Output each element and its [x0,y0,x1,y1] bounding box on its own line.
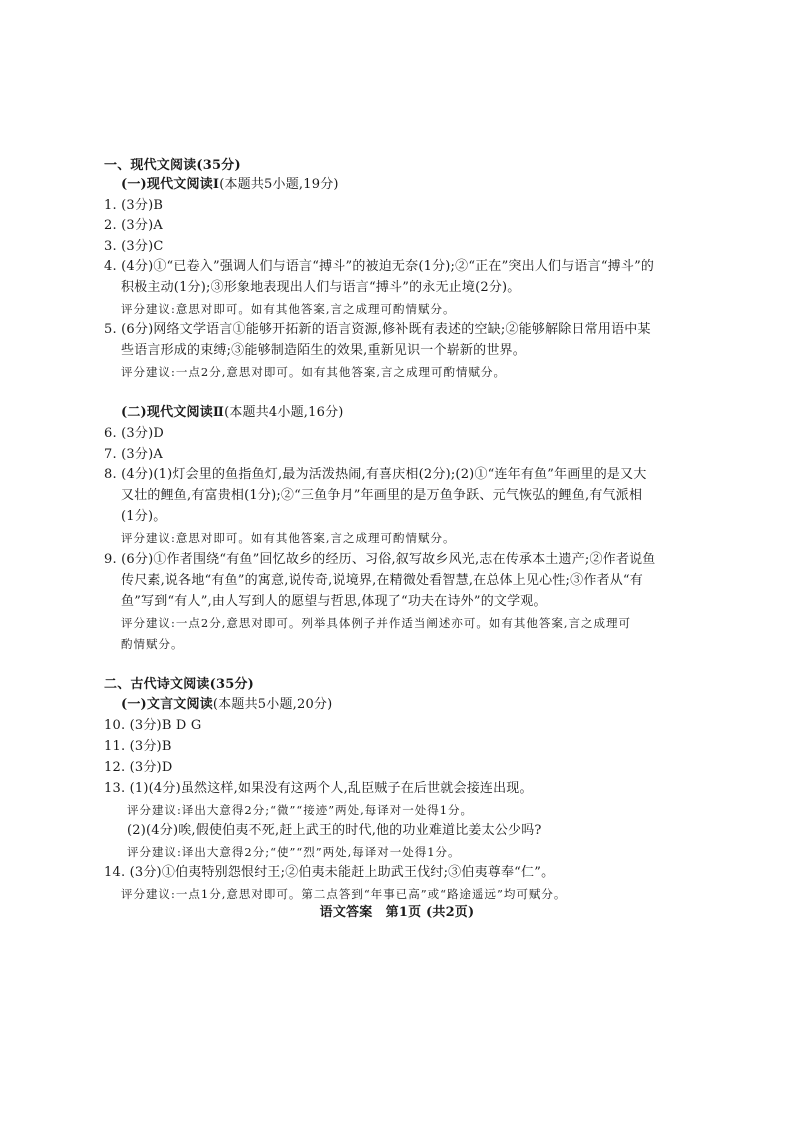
section2-heading: 二、古代诗文阅读(35分) [104,677,254,692]
answer-q9-grading-note-line1: 评分建议:一点2分,意思对即可。列举具体例子并作适当阐述亦可。如有其他答案,言之成理可 [121,616,631,630]
answer-q7: 7. (3分)A [104,447,163,462]
answer-q9-line1: 9. (6分)①作者围绕“有鱼”回忆故乡的经历、习俗,叙写故乡风光,志在传承本土遗产;②作者说鱼 [104,552,656,567]
answer-q2: 2. (3分)A [104,218,163,233]
answer-q8-line3: (1分)。 [121,509,167,524]
page-footer: 语文答案 第1页 (共2页) [319,905,475,920]
section1-sub2-heading: (二)现代文阅读Ⅱ [121,405,225,420]
section1-sub2-note: (本题共4小题,16分) [224,405,344,420]
answer-q5-grading-note: 评分建议:一点2分,意思对即可。如有其他答案,言之成理可酌情赋分。 [121,365,506,379]
section1-sub1-heading-line [121,176,339,194]
section1-sub2-heading-line [121,404,344,422]
answer-q5-line2: 些语言形成的束缚;③能够制造陌生的效果,重新见识一个崭新的世界。 [121,343,526,358]
answer-q11: 11. (3分)B [104,739,172,754]
answer-q3: 3. (3分)C [104,239,164,254]
answer-q8-grading-note: 评分建议:意思对即可。如有其他答案,言之成理可酌情赋分。 [121,531,456,545]
answer-q5-line1: 5. (6分)网络文学语言①能够开拓新的语言资源,修补既有表述的空缺;②能够解除日常用语中某 [104,322,651,337]
section2-sub1-note: (本题共5小题,20分) [212,697,333,712]
answer-q9-line3: 鱼”写到“有人”,由人写到人的愿望与哲思,体现了“功夫在诗外”的文学观。 [121,594,547,609]
answer-q4-grading-note: 评分建议:意思对即可。如有其他答案,言之成理可酌情赋分。 [121,302,456,316]
answer-q8-line2: 又壮的鲤鱼,有富贵相(1分);②“三鱼争月”年画里的是万鱼争跃、元气恢弘的鲤鱼,有气派相 [121,488,643,503]
answer-q8-line1: 8. (4分)(1)灯会里的鱼指鱼灯,最为活泼热闹,有喜庆相(2分);(2)①“连年有鱼”年画里的是又大 [104,467,647,482]
section2-sub1-heading: (一)文言文阅读 [121,697,213,712]
answer-q13-1: 13. (1)(4分)虽然这样,如果没有这两个人,乱臣贼子在后世就会接连出现。 [104,781,533,796]
answer-q12: 12. (3分)D [104,760,173,775]
answer-q14: 14. (3分)①伯夷特别怨恨纣王;②伯夷未能赶上助武王伐纣;③伯夷尊奉“仁”。 [104,865,555,880]
answer-q4-line1: 4. (4分)①“已卷入”强调人们与语言“搏斗”的被迫无奈(1分);②“正在”突出人们与语言“搏斗”的 [104,259,655,274]
answer-q9-line2: 传尺素,说各地“有鱼”的寓意,说传奇,说境界,在精微处看智慧,在总体上见心性;③作者从“有 [121,573,643,588]
answer-q6: 6. (3分)D [104,426,164,441]
answer-q13-2: (2)(4分)唉,假使伯夷不死,赶上武王的时代,他的功业难道比姜太公少吗? [127,823,542,838]
answer-q4-line2: 积极主动(1分);③形象地表现出人们与语言“搏斗”的永无止境(2分)。 [121,280,521,295]
answer-q13-1-grading-note: 评分建议:译出大意得2分;“微”“接迹”两处,每译对一处得1分。 [127,803,474,817]
answer-q9-grading-note-line2: 酌情赋分。 [121,637,184,651]
answer-q14-grading-note: 评分建议:一点1分,意思对即可。第二点答到“年事已高”或“路途遥远”均可赋分。 [121,887,567,901]
section1-heading: 一、现代文阅读(35分) [104,158,241,173]
section2-sub1-heading-line [121,696,332,714]
answer-q1: 1. (3分)B [104,198,164,213]
answer-q10: 10. (3分)B D G [104,718,202,733]
section1-sub1-heading: (一)现代文阅读Ⅰ [121,177,220,192]
answer-q13-2-grading-note: 评分建议:译出大意得2分;“使”“烈”两处,每译对一处得1分。 [127,845,461,859]
section1-sub1-note: (本题共5小题,19分) [219,177,339,192]
